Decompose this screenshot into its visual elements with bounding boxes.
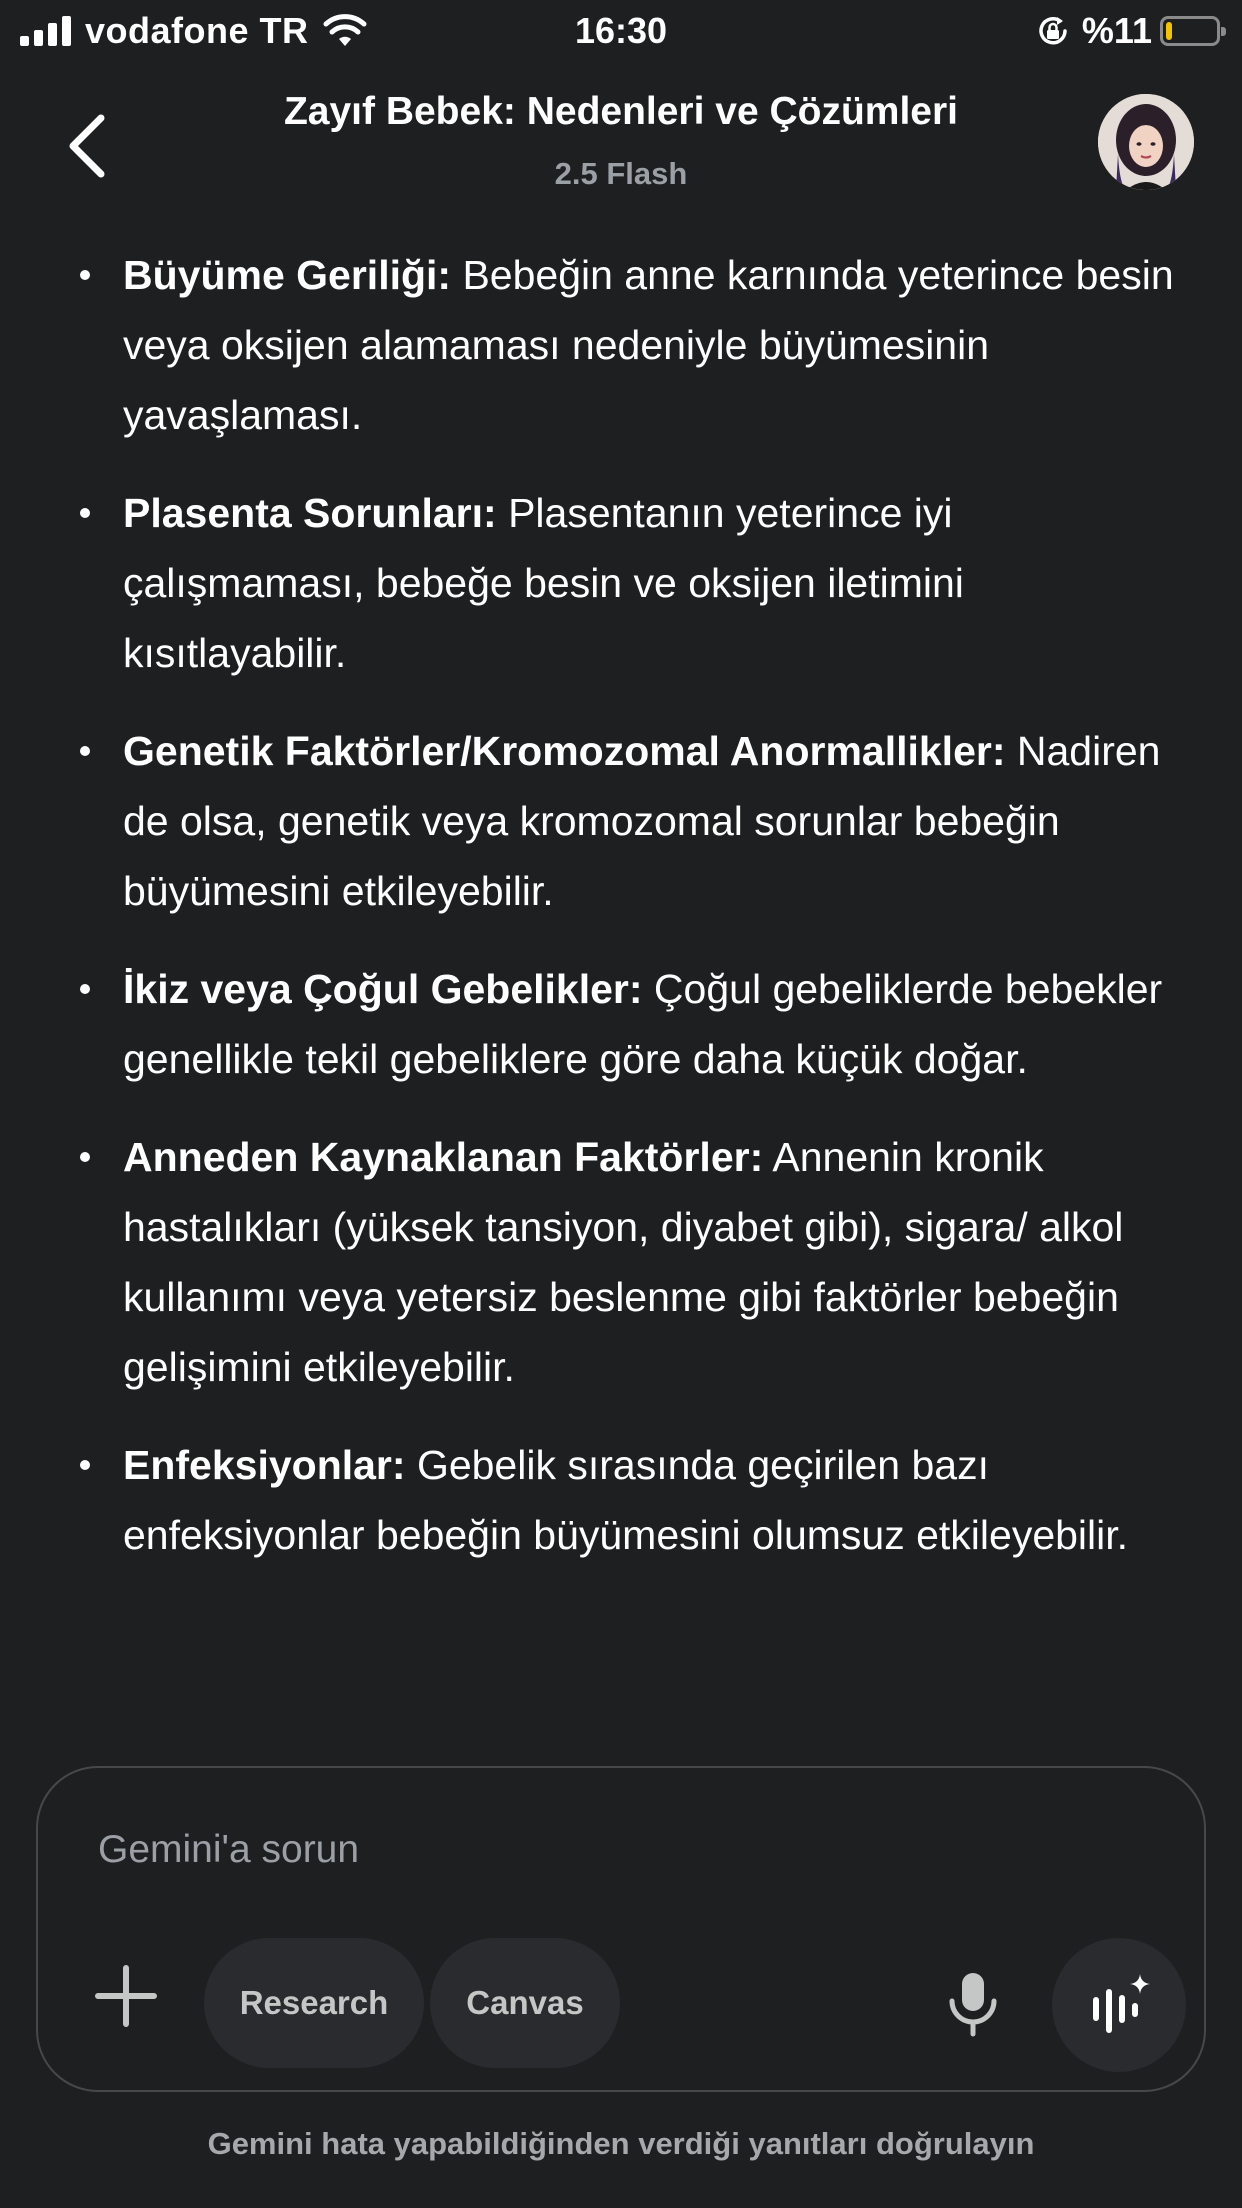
list-item xyxy=(0,478,1242,688)
list-item-heading: İkiz veya Çoğul Gebelikler: xyxy=(123,966,643,1012)
bullet-dot xyxy=(80,984,90,994)
status-time: 16:30 xyxy=(574,10,668,51)
list-item xyxy=(0,716,1242,926)
bullet-dot xyxy=(80,1152,90,1162)
list-item-text: Bebeğin anne karnında yeterince besin veya oksijen alamaması nedeniyle büyümesinin yavaşlaması. xyxy=(123,252,1174,438)
bullet-dot xyxy=(80,1460,90,1470)
carrier-name: vodafone TR xyxy=(85,10,309,51)
live-button[interactable] xyxy=(1052,1938,1186,2072)
live-sparkle-icon xyxy=(1084,1970,1154,2040)
list-item-text: Plasentanın yeterince iyi çalışmaması, bebeğe besin ve oksijen iletimini kısıtlayabilir. xyxy=(123,490,964,676)
prompt-composer xyxy=(36,1766,1206,2092)
list-item-heading: Genetik Faktörler/Kromozomal Anormallikler: xyxy=(123,728,1006,774)
bullet-dot xyxy=(80,270,90,280)
list-item-text: Nadiren de olsa, genetik veya kromozomal sorunlar bebeğin büyümesini etkileyebilir. xyxy=(123,728,1161,914)
status-bar xyxy=(0,0,1242,62)
rotation-lock-icon xyxy=(1036,14,1070,48)
prompt-input[interactable] xyxy=(98,1828,998,1872)
battery-percent: %11 xyxy=(1081,10,1152,51)
microphone-button[interactable] xyxy=(938,1964,1008,2044)
chevron-left-icon xyxy=(67,114,107,178)
battery-tip xyxy=(1221,27,1226,36)
list-item-heading: Büyüme Geriliği: xyxy=(123,252,452,298)
list-item xyxy=(0,1122,1242,1402)
list-item xyxy=(0,1430,1242,1570)
research-button[interactable]: Research xyxy=(204,1938,424,2068)
user-avatar-icon xyxy=(1098,94,1194,190)
list-item-heading: Enfeksiyonlar: xyxy=(123,1442,406,1488)
plus-icon xyxy=(94,1964,158,2028)
list-item xyxy=(0,954,1242,1094)
back-button[interactable] xyxy=(52,106,122,186)
add-attachment-button[interactable] xyxy=(94,1964,158,2034)
microphone-icon xyxy=(947,1971,999,2037)
battery-icon xyxy=(1160,16,1220,46)
disclaimer-text: Gemini hata yapabildiğinden verdiği yanıtları doğrulayın xyxy=(207,2126,1035,2161)
canvas-button[interactable]: Canvas xyxy=(430,1938,620,2068)
battery-level-fill xyxy=(1166,22,1172,40)
list-item-text: Çoğul gebeliklerde bebekler genellikle tekil gebeliklere göre daha küçük doğar. xyxy=(123,966,1163,1082)
list-item xyxy=(0,240,1242,450)
response-content xyxy=(0,240,1242,1598)
bullet-list xyxy=(0,240,1242,1570)
status-bar-right xyxy=(1036,10,1220,52)
chat-header xyxy=(0,70,1242,220)
bullet-dot xyxy=(80,746,90,756)
bullet-dot xyxy=(80,508,90,518)
list-item-heading: Anneden Kaynaklanan Faktörler: xyxy=(123,1134,764,1180)
list-item-text: Annenin kronik hastalıkları (yüksek tansiyon, diyabet gibi), sigara/ alkol kullanımı veya yetersiz beslenme gibi faktörler bebeğin gelişimini etkileyebilir. xyxy=(123,1134,1124,1390)
list-item-text: Gebelik sırasında geçirilen bazı enfeksiyonlar bebeğin büyümesini olumsuz etkileyebilir. xyxy=(123,1442,1129,1558)
chat-title[interactable]: Zayıf Bebek: Nedenleri ve Çözümleri xyxy=(283,90,959,133)
list-item-heading: Plasenta Sorunları: xyxy=(123,490,497,536)
model-label[interactable]: 2.5 Flash xyxy=(554,156,688,191)
avatar[interactable] xyxy=(1098,94,1194,190)
